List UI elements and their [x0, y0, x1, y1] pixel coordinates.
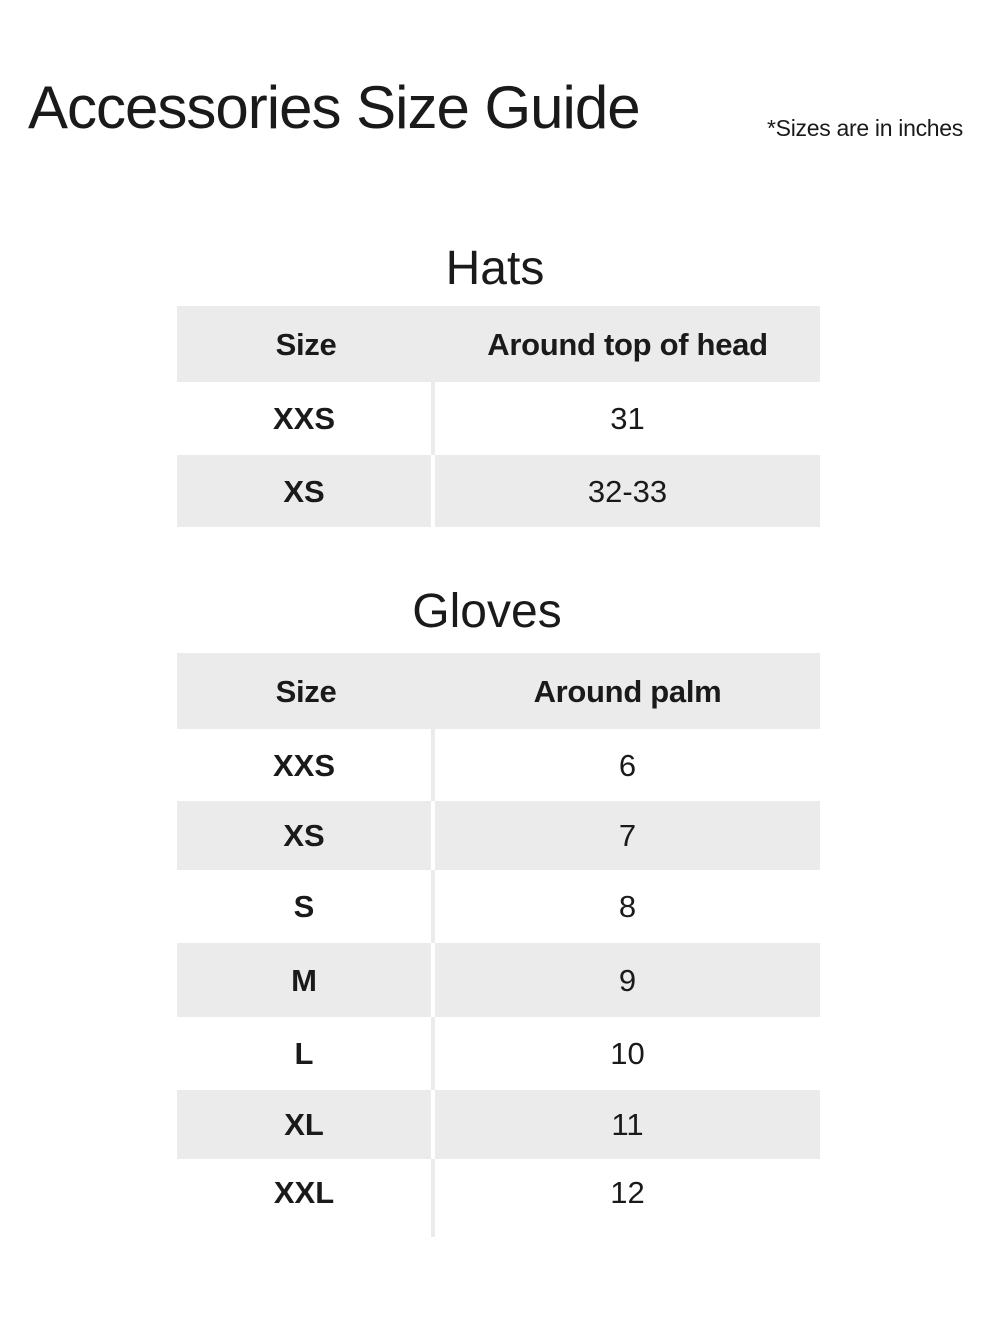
size-cell: XXL — [177, 1159, 435, 1237]
table-row — [177, 943, 820, 1017]
table-row — [177, 1159, 820, 1237]
hats-header-measure: Around top of head — [487, 326, 768, 362]
hats-header-size: Size — [275, 326, 337, 362]
table-row — [177, 870, 820, 943]
table-row — [177, 455, 820, 527]
size-cell: XS — [177, 801, 435, 870]
table-row — [177, 1090, 820, 1159]
size-cell: M — [177, 943, 435, 1017]
size-cell: XXS — [177, 382, 435, 455]
gloves-table-header — [177, 653, 820, 729]
measure-cell: 31 — [610, 401, 645, 436]
size-cell: XL — [177, 1090, 435, 1159]
table-row — [177, 1017, 820, 1090]
gloves-header-measure: Around palm — [533, 673, 722, 709]
size-cell: L — [177, 1017, 435, 1090]
measure-cell: 9 — [618, 962, 637, 998]
gloves-header-size: Size — [275, 673, 337, 709]
size-cell: XXS — [177, 729, 435, 801]
measure-cell: 8 — [618, 889, 637, 924]
hats-section-title: Hats — [445, 242, 545, 295]
measure-cell: 32-33 — [587, 473, 668, 509]
size-cell: S — [177, 870, 435, 943]
units-note: *Sizes are in inches — [767, 115, 963, 141]
gloves-section-title: Gloves — [412, 585, 562, 638]
measure-cell: 10 — [610, 1036, 645, 1071]
measure-cell: 11 — [611, 1107, 644, 1142]
gloves-size-table — [177, 653, 820, 1237]
hats-table-header — [177, 306, 820, 382]
page-title: Accessories Size Guide — [28, 74, 640, 141]
table-row — [177, 801, 820, 870]
table-row — [177, 382, 820, 455]
measure-cell: 6 — [618, 747, 637, 783]
size-cell: XS — [177, 455, 435, 527]
table-row — [177, 729, 820, 801]
hats-size-table — [177, 306, 820, 527]
measure-cell: 12 — [610, 1174, 645, 1210]
measure-cell: 7 — [618, 818, 637, 853]
